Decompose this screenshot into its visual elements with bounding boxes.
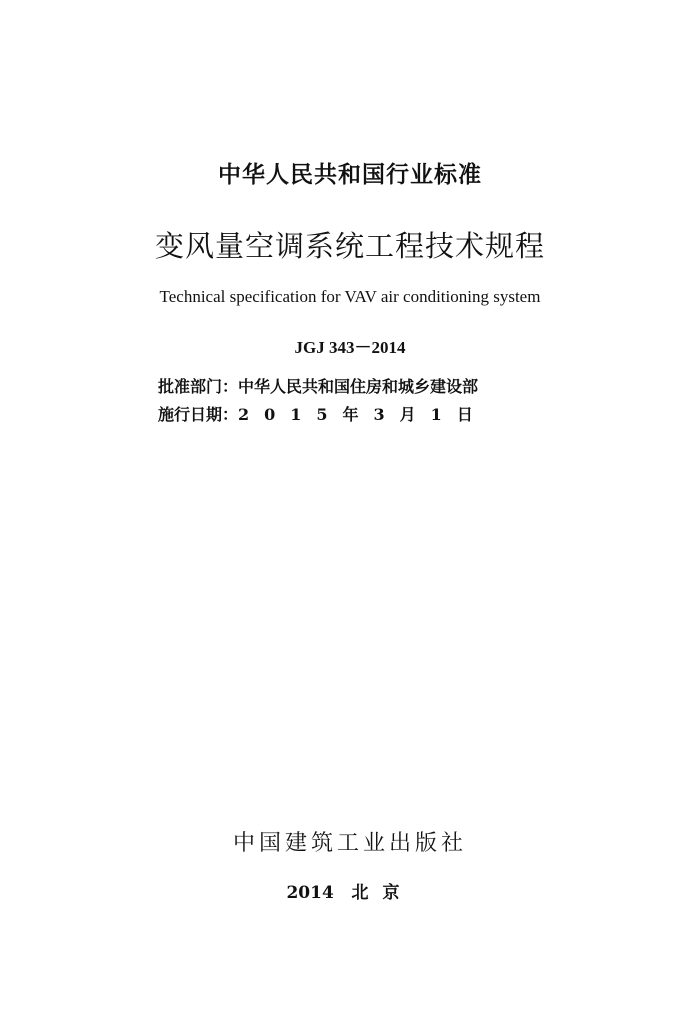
effective-date-label: 施行日期： [158,405,239,424]
publication-year: 2014 [286,883,334,903]
effective-date-line [158,402,488,425]
publication-city: 北京 [351,883,414,903]
effective-date: 2015年3月1日 [238,405,488,424]
document-title-chinese: 变风量空调系统工程技术规程 [154,229,545,263]
publisher: 中国建筑工业出版社 [232,831,467,856]
document-title-english: Technical specification for VAV air conditioning system [159,287,541,306]
approval-line [158,374,478,397]
approval-department: 中华人民共和国住房和城乡建设部 [238,377,479,396]
publication-year-place [0,878,700,903]
approval-label: 批准部门： [158,377,239,396]
standard-category: 中华人民共和国行业标准 [218,162,482,188]
standard-code: JGJ 343－2014 [294,338,406,357]
